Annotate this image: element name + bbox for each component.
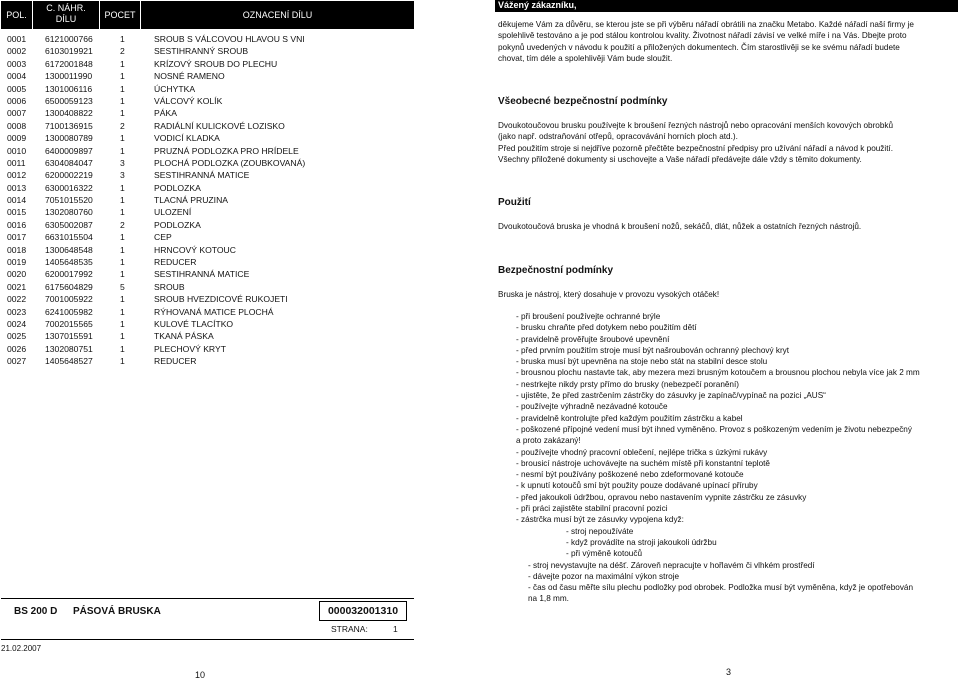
list-item: - pravidelně prověřujte šroubové upevnění — [516, 334, 670, 344]
list-item: - při práci zajistěte stabilní pracovní pozici — [516, 504, 668, 514]
table-row — [7, 83, 407, 95]
part-position: 0009 — [7, 133, 27, 144]
table-row — [7, 107, 407, 119]
part-quantity: 1 — [120, 133, 125, 144]
table-row — [7, 95, 407, 107]
use-paragraph — [498, 221, 960, 232]
table-row — [7, 231, 407, 243]
part-position: 0006 — [7, 95, 27, 106]
part-number: 7002015565 — [45, 318, 93, 329]
part-description: SESTIHRANNÝ SROUB — [154, 46, 249, 57]
general-line: Všechny přiložené dokumenty si uschovejte a Vaše nářadí předávejte dále vždy s těmito dokumenty. — [498, 154, 862, 164]
part-description: PLECHOVÝ KRYT — [154, 343, 226, 354]
part-quantity: 2 — [120, 219, 125, 230]
part-description: TKANÁ PÁSKA — [154, 331, 214, 342]
table-row — [7, 318, 407, 330]
part-description: REDUCER — [154, 257, 197, 268]
list-item: - při broušení používejte ochranné brýle — [516, 312, 661, 321]
part-number: 6121000766 — [45, 34, 93, 44]
list-item: - pravidelně kontrolujte před každým použitím zástrčku a kabel — [516, 413, 743, 423]
table-row — [7, 157, 407, 169]
list-item: - stroj nevystavujte na déšť. Zároveň nepracujte v hořlavém či vlhkém prostředí — [528, 560, 815, 570]
table-row — [7, 355, 407, 367]
part-position: 0025 — [7, 331, 27, 342]
part-description: SESTIHRANNÁ MATICE — [154, 170, 250, 181]
part-description: TLACNÁ PRUZINA — [154, 195, 229, 206]
part-number: 1300408822 — [45, 108, 93, 119]
part-position: 0007 — [7, 108, 27, 119]
part-quantity: 1 — [120, 71, 125, 82]
document-number: 000032001310 — [319, 601, 407, 621]
list-item: - dávejte pozor na maximální výkon stroje — [528, 571, 680, 581]
part-position: 0021 — [7, 281, 27, 292]
part-quantity: 1 — [120, 306, 125, 317]
part-description: SESTIHRANNÁ MATICE — [154, 269, 250, 280]
part-number: 6400009897 — [45, 145, 93, 156]
part-position: 0019 — [7, 257, 27, 268]
document-date: 21.02.2007 — [1, 644, 42, 653]
safety-intro-text: Bruska je nástroj, který dosahuje v provozu vysokých otáček! — [498, 290, 720, 299]
header-position: POL. — [6, 10, 27, 20]
part-quantity: 1 — [120, 182, 125, 193]
table-row — [7, 343, 407, 355]
part-position: 0003 — [7, 58, 27, 69]
model-id: BS 200 D — [14, 606, 58, 617]
part-description: CEP — [154, 232, 172, 243]
model-name: PÁSOVÁ BRUSKA — [73, 606, 161, 617]
part-description: KRÍZOVÝ SROUB DO PLECHU — [154, 58, 278, 69]
parts-table-body — [7, 33, 407, 368]
table-row — [7, 306, 407, 318]
list-item: - nestrkejte nikdy prsty přímo do brusky (nebezpečí poranění) — [516, 379, 739, 389]
page-number-right: 3 — [726, 667, 732, 677]
list-item: - nesmí být používány poškozené nebo zdeformované kotouče — [516, 470, 744, 480]
table-row — [7, 182, 407, 194]
part-number: 6200017992 — [45, 269, 93, 280]
part-number: 6103019921 — [45, 46, 93, 57]
list-item: - bruska musí být upevněna na stoje nebo stát na stabilní desce stolu — [516, 357, 768, 367]
greeting: Vážený zákazníku, — [498, 0, 577, 10]
part-quantity: 1 — [120, 244, 125, 255]
page-number-left: 10 — [195, 670, 206, 680]
use-text: Dvoukotoučová bruska je vhodná k broušení nožů, sekáčů, dlát, nůžek a ostatních řezných nástrojů. — [498, 222, 862, 231]
part-position: 0023 — [7, 306, 27, 317]
part-quantity: 1 — [120, 356, 125, 367]
part-number: 6304084047 — [45, 157, 93, 168]
part-description: REDUCER — [154, 356, 197, 367]
part-number: 1405648527 — [45, 356, 93, 367]
list-item: - brusku chraňte před dotykem nebo použitím dětí — [516, 323, 697, 333]
table-row — [7, 33, 407, 45]
header-part-number-line2: DÍLU — [55, 14, 77, 24]
list-item: - před jakoukoli údržbou, opravou nebo nastavením vypnite zástrčku ze zásuvky — [516, 492, 807, 502]
header-quantity: POCET — [104, 10, 136, 20]
part-position: 0005 — [7, 83, 27, 94]
page-label: STRANA: — [331, 624, 368, 634]
list-item: na 1,8 mm. — [528, 594, 569, 604]
part-position: 0008 — [7, 120, 27, 131]
intro-paragraph — [498, 19, 960, 64]
list-item: - při výměně kotoučů — [566, 549, 642, 559]
part-position: 0012 — [7, 170, 27, 181]
safety-intro — [498, 289, 960, 300]
part-position: 0027 — [7, 356, 27, 367]
heading-use: Použití — [498, 197, 531, 208]
heading-safety: Bezpečnostní podmínky — [498, 265, 614, 276]
part-quantity: 1 — [120, 257, 125, 268]
intro-line: pokynů uvedených v návodu k použití a přiložených dokumentech. Čím starostlivěji se ke svému nářadí budete — [498, 42, 900, 52]
general-line: Dvoukotoučovou brusku používejte k broušení řezných nástrojů nebo opracování menších kovových obrobků — [498, 121, 894, 130]
part-number: 1302080751 — [45, 343, 93, 354]
header-description: OZNACENÍ DÍLU — [242, 10, 313, 20]
part-position: 0014 — [7, 195, 27, 206]
table-row — [7, 206, 407, 218]
table-row — [7, 132, 407, 144]
part-quantity: 1 — [120, 331, 125, 342]
list-item: - k upnutí kotoučů smí být použity pouze dodávané upínací příruby — [516, 481, 758, 491]
table-row — [7, 219, 407, 231]
part-position: 0020 — [7, 269, 27, 280]
part-quantity: 1 — [120, 294, 125, 305]
general-line: (jako např. odstraňování otřepů, opracovávání horních ploch atd.). — [498, 132, 738, 142]
table-row — [7, 194, 407, 206]
part-quantity: 1 — [120, 83, 125, 94]
part-quantity: 1 — [120, 58, 125, 69]
part-position: 0013 — [7, 182, 27, 193]
table-row — [7, 268, 407, 280]
list-item: - stroj nepoužíváte — [566, 526, 634, 536]
part-quantity: 5 — [120, 281, 125, 292]
part-description: PRUZNÁ PODLOZKA PRO HRÍDELE — [154, 145, 299, 156]
part-description: SROUB HVEZDICOVÉ RUKOJETI — [154, 294, 288, 305]
part-description: ULOZENÍ — [154, 207, 192, 218]
table-row — [7, 58, 407, 70]
general-paragraph — [498, 120, 960, 165]
part-description: PLOCHÁ PODLOZKA (ZOUBKOVANÁ) — [154, 157, 306, 168]
intro-line: spolehlivě testováno a je pod stálou kontrolou kvality. Životnost nářadí závisí ve velké míře i na Vás. Dbejte proto — [498, 31, 907, 41]
header-part-number — [33, 3, 99, 31]
part-position: 0015 — [7, 207, 27, 218]
part-quantity: 1 — [120, 34, 125, 44]
part-quantity: 2 — [120, 46, 125, 57]
part-position: 0011 — [7, 157, 26, 168]
general-line: Před použitím stroje si nejdříve pozorně přečtěte bezpečnostní předpisy pro užívání nářadí a návod k použití. — [498, 143, 894, 153]
part-number: 7001005922 — [45, 294, 93, 305]
part-description: PODLOZKA — [154, 182, 201, 193]
list-item: - před prvním použitím stroje musí být našroubován ochranný plechový kryt — [516, 345, 790, 355]
list-item: - čas od času měřte sílu plechu podložky pod obrobek. Podložka musí být vyměněna, když je opotřebován — [528, 583, 914, 593]
part-number: 6200002219 — [45, 170, 93, 181]
table-row — [7, 169, 407, 181]
part-position: 0001 — [7, 34, 27, 44]
list-item: a proto zakázaný! — [516, 436, 581, 446]
part-description: SROUB — [154, 281, 185, 292]
part-description: HRNCOVÝ KOTOUC — [154, 244, 236, 255]
part-position: 0022 — [7, 294, 27, 305]
part-number: 1300080789 — [45, 133, 93, 144]
list-item: - brousicí nástroje uchovávejte na suchém místě při konstantní teplotě — [516, 458, 770, 468]
part-number: 6631015504 — [45, 232, 93, 243]
model-footer — [1, 598, 414, 640]
part-description: RADIÁLNÍ KULICKOVÉ LOZISKO — [154, 120, 285, 131]
part-quantity: 1 — [120, 108, 125, 119]
part-number: 1302080760 — [45, 207, 93, 218]
instructions-page — [480, 0, 960, 679]
part-number: 7100136915 — [45, 120, 93, 131]
heading-general-safety: Všeobecné bezpečnostní podmínky — [498, 96, 668, 107]
list-item: - ujistěte, že před zastrčením zástrčky do zásuvky je zapínač/vypínač na pozici „AUS“ — [516, 391, 826, 401]
list-item: - používejte vhodný pracovní oblečení, nejlépe trička s úzkými rukávy — [516, 447, 768, 457]
part-description: VÁLCOVÝ KOLÍK — [154, 95, 223, 106]
part-number: 1307015591 — [45, 331, 93, 342]
part-quantity: 1 — [120, 232, 125, 243]
part-position: 0004 — [7, 71, 27, 82]
part-description: PÁKA — [154, 108, 177, 119]
list-item: - zástrčka musí být ze zásuvky vypojena když: — [516, 515, 684, 525]
intro-line: děkujeme Vám za důvěru, se kterou jste se při výběru nářadí obrátili na značku Metabo. Každé nářadí naší firmy je — [498, 20, 914, 29]
part-quantity: 1 — [120, 318, 125, 329]
list-item: - používejte výhradně nezávadné kotouče — [516, 402, 668, 412]
part-number: 1300648548 — [45, 244, 93, 255]
part-quantity: 1 — [120, 95, 125, 106]
part-number: 6500059123 — [45, 95, 93, 106]
part-quantity: 1 — [120, 269, 125, 280]
part-quantity: 1 — [120, 145, 125, 156]
part-description: RÝHOVANÁ MATICE PLOCHÁ — [154, 306, 274, 317]
part-description: ÚCHYTKA — [154, 83, 196, 94]
part-position: 0016 — [7, 219, 27, 230]
part-quantity: 3 — [120, 170, 125, 181]
part-position: 0018 — [7, 244, 27, 255]
part-description: KULOVÉ TLACÍTKO — [154, 318, 234, 329]
list-item: - brousnou plochu nastavte tak, aby mezera mezi brusným kotoučem a brousnou plochou nebyla více jak 2 mm — [516, 368, 920, 378]
part-number: 6300016322 — [45, 182, 93, 193]
table-row — [7, 256, 407, 268]
table-row — [7, 281, 407, 293]
part-quantity: 1 — [120, 195, 125, 206]
list-item: - když provádíte na stroji jakoukoli údržbu — [566, 537, 717, 547]
part-number: 1405648535 — [45, 257, 93, 268]
part-number: 7051015520 — [45, 195, 93, 206]
table-row — [7, 45, 407, 57]
part-position: 0026 — [7, 343, 27, 354]
part-number: 6175604829 — [45, 281, 93, 292]
part-quantity: 1 — [120, 343, 125, 354]
part-quantity: 2 — [120, 120, 125, 131]
part-number: 6305002087 — [45, 219, 93, 230]
table-row — [7, 120, 407, 132]
intro-line: chovat, tím déle a spolehlivěji Vám bude sloužit. — [498, 53, 673, 63]
header-part-number-line1: C. NÁHR. — [46, 3, 86, 13]
parts-list-page — [0, 0, 480, 679]
part-quantity: 3 — [120, 157, 125, 168]
part-quantity: 1 — [120, 207, 125, 218]
part-number: 6172001848 — [45, 58, 93, 69]
table-row — [7, 244, 407, 256]
table-row — [7, 293, 407, 305]
part-position: 0024 — [7, 318, 27, 329]
table-row — [7, 70, 407, 82]
parts-table-header — [1, 1, 414, 29]
part-number: 1300011990 — [45, 71, 93, 82]
page-count: 1 — [393, 624, 398, 634]
table-row — [7, 145, 407, 157]
part-description: NOSNÉ RAMENO — [154, 71, 225, 82]
part-description: VODICÍ KLADKA — [154, 133, 220, 144]
part-description: SROUB S VÁLCOVOU HLAVOU S VNI — [154, 34, 305, 44]
table-row — [7, 330, 407, 342]
part-number: 1301006116 — [45, 83, 93, 94]
part-position: 0017 — [7, 232, 27, 243]
safety-list — [498, 311, 960, 605]
part-number: 6241005982 — [45, 306, 93, 317]
part-position: 0010 — [7, 145, 27, 156]
list-item: - poškozené přípojné vedení musí být ihned vyměněno. Provoz s poškozeným vedením je životu nebezpečný — [516, 424, 912, 434]
part-position: 0002 — [7, 46, 27, 57]
part-description: PODLOZKA — [154, 219, 201, 230]
